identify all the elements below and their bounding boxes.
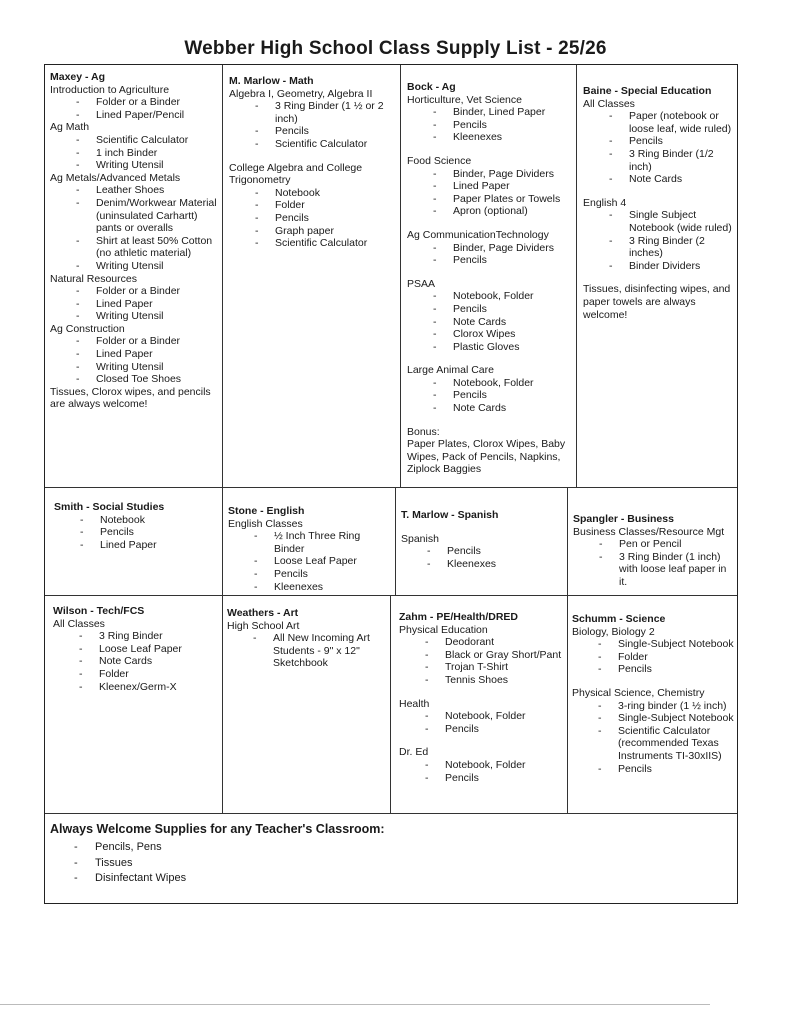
list-item: - Lined Paper [50, 298, 218, 311]
class-label: Health [399, 697, 430, 710]
list-item: - Kleenexes [407, 131, 571, 144]
list-item: - Pencils [407, 119, 571, 132]
class-label: Biology, Biology 2 [572, 625, 655, 638]
teacher-name: Baine - Special Education [583, 85, 712, 97]
teacher-name: Spangler - Business [573, 513, 674, 525]
list-item: - Pencils [399, 723, 563, 736]
class-label: Horticulture, Vet Science [407, 93, 522, 106]
class-label: High School Art [227, 619, 300, 632]
list-item: - Paper Plates or Towels [407, 193, 571, 206]
list-item: - Apron (optional) [407, 205, 571, 218]
list-item: - Lined Paper [50, 348, 218, 361]
class-label: Ag Construction [50, 322, 125, 335]
teacher-name: M. Marlow - Math [229, 75, 314, 87]
list-item: - Writing Utensil [50, 361, 218, 374]
page-edge-divider [0, 1004, 710, 1005]
list-item: - Folder or a Binder [50, 285, 218, 298]
list-item: - Scientific Calculator [229, 237, 395, 250]
list-item: - Pencils [572, 663, 736, 676]
class-label: Food Science [407, 154, 472, 167]
teacher-name: T. Marlow - Spanish [401, 509, 499, 521]
list-item: - Plastic Gloves [407, 341, 571, 354]
teacher-name: Wilson - Tech/FCS [53, 605, 145, 617]
list-item: - Note Cards [53, 655, 219, 668]
class-label: Ag CommunicationTechnology [407, 228, 549, 241]
list-item: - Single-Subject Notebook [572, 638, 736, 651]
cell-stone-english [228, 505, 392, 593]
list-item: - Pencils [229, 125, 395, 138]
cell-t-marlow-spanish [401, 509, 563, 570]
list-item: - Scientific Calculator [50, 134, 218, 147]
list-item: - Notebook, Folder [399, 710, 563, 723]
list-item: - Scientific Calculator (recommended Texas Instruments TI-30xIIS) [572, 725, 736, 763]
class-label: All Classes [53, 617, 105, 630]
list-item: - Loose Leaf Paper [53, 643, 219, 656]
list-item: - Folder or a Binder [50, 96, 218, 109]
list-item: - Notebook, Folder [399, 759, 563, 772]
teacher-name: Zahm - PE/Health/DRED [399, 611, 519, 623]
teacher-name: Bock - Ag [407, 81, 456, 93]
list-item: - Kleenexes [401, 558, 563, 571]
list-item: - Binder, Page Dividers [407, 168, 571, 181]
list-item: - Clorox Wipes [407, 328, 571, 341]
class-label: PSAA [407, 277, 436, 290]
list-item: - Closed Toe Shoes [50, 373, 218, 386]
list-item: - 3 Ring Binder (1/2 inch) [583, 148, 735, 173]
supply-table [44, 64, 738, 904]
cell-smith-social-studies [54, 501, 218, 551]
list-item: - ½ Inch Three Ring Binder [228, 530, 392, 555]
teacher-name: Smith - Social Studies [54, 501, 165, 513]
list-item: - 3-ring binder (1 ½ inch) [572, 700, 736, 713]
teacher-name: Schumm - Science [572, 613, 666, 625]
class-label: All Classes [583, 97, 635, 110]
list-item: - Pencils [583, 135, 735, 148]
list-item: - Pencils [572, 763, 736, 776]
list-item: - Disinfectant Wipes [50, 871, 730, 887]
list-item: - Lined Paper [54, 539, 218, 552]
list-item: - Pencils, Pens [50, 840, 730, 856]
list-item: - Writing Utensil [50, 310, 218, 323]
list-item: - All New Incoming Art Students - 9" x 12" Sketchbook [227, 632, 387, 670]
list-item: - Folder [572, 651, 736, 664]
list-item: - Pencils [228, 568, 392, 581]
list-item: - Notebook [54, 514, 218, 527]
list-item: - Notebook [229, 187, 395, 200]
list-item: - Pencils [407, 389, 571, 402]
list-item: - Paper (notebook or loose leaf, wide ruled) [583, 110, 735, 135]
class-label: Ag Math [50, 121, 90, 134]
class-label: English Classes [228, 517, 303, 530]
class-label: English 4 [583, 196, 627, 209]
list-item: - Writing Utensil [50, 260, 218, 273]
welcome-heading: Always Welcome Supplies for any Teacher's Classroom: [50, 822, 385, 836]
list-item: - Lined Paper [407, 180, 571, 193]
list-item: - Deodorant [399, 636, 563, 649]
bonus-text: Paper Plates, Clorox Wipes, Baby Wipes, Pack of Pencils, Napkins, Ziplock Baggies [407, 438, 566, 476]
list-item: - Note Cards [407, 316, 571, 329]
page-title: Webber High School Class Supply List - 25/26 [184, 38, 607, 59]
list-item: - Pencils [401, 545, 563, 558]
class-label: College Algebra and College Trigonometry [229, 161, 363, 187]
list-item: - Kleenex/Germ-X [53, 681, 219, 694]
class-label: Business Classes/Resource Mgt [573, 525, 725, 538]
list-item: - Single-Subject Notebook [572, 712, 736, 725]
list-item: - Graph paper [229, 225, 395, 238]
class-label: Ag Metals/Advanced Metals [50, 171, 181, 184]
list-item: - Scientific Calculator [229, 138, 395, 151]
list-item: - 3 Ring Binder (1 inch) with loose leaf paper in it. [573, 551, 735, 589]
list-item: - Kleenexes [228, 581, 392, 594]
class-label: Algebra I, Geometry, Algebra II [229, 87, 373, 100]
list-item: - Note Cards [407, 402, 571, 415]
list-item: - Trojan T-Shirt [399, 661, 563, 674]
cell-m-marlow-math [229, 75, 395, 250]
class-label: Spanish [401, 532, 439, 545]
list-item: - Single Subject Notebook (wide ruled) [583, 209, 735, 234]
class-label: Physical Science, Chemistry [572, 686, 705, 699]
list-item: - Pencils [229, 212, 395, 225]
list-item: - Shirt at least 50% Cotton (no athletic material) [50, 235, 218, 260]
list-item: - Lined Paper/Pencil [50, 109, 218, 122]
class-label: Natural Resources [50, 272, 137, 285]
list-item: - Writing Utensil [50, 159, 218, 172]
cell-note: Tissues, disinfecting wipes, and paper towels are always welcome! [583, 283, 731, 321]
cell-spangler-business [573, 513, 735, 589]
list-item: - Notebook, Folder [407, 290, 571, 303]
cell-schumm-science [572, 613, 736, 775]
list-item: - Binder, Lined Paper [407, 106, 571, 119]
cell-weathers-art [227, 607, 387, 670]
list-item: - Folder [229, 199, 395, 212]
class-label: Physical Education [399, 623, 488, 636]
list-item: - Note Cards [583, 173, 735, 186]
list-item: - Pencils [407, 303, 571, 316]
list-item: - Pencils [399, 772, 563, 785]
list-item: - 3 Ring Binder (1 ½ or 2 inch) [229, 100, 395, 125]
cell-bock-ag [407, 81, 571, 476]
list-item: - 1 inch Binder [50, 147, 218, 160]
teacher-name: Stone - English [228, 505, 305, 517]
list-item: - Pencils [54, 526, 218, 539]
list-item: - Pen or Pencil [573, 538, 735, 551]
list-item: - Folder [53, 668, 219, 681]
cell-zahm-pe-health [399, 611, 563, 784]
list-item: - Pencils [407, 254, 571, 267]
teacher-name: Weathers - Art [227, 607, 299, 619]
list-item: - Binder, Page Dividers [407, 242, 571, 255]
cell-note: Tissues, Clorox wipes, and pencils are always welcome! [50, 385, 211, 411]
always-welcome-section [50, 822, 730, 887]
cell-maxey-ag [50, 71, 218, 411]
cell-wilson-tech-fcs [53, 605, 219, 693]
class-label: Large Animal Care [407, 364, 494, 377]
class-label: Introduction to Agriculture [50, 83, 170, 96]
cell-baine-sped [583, 85, 735, 321]
list-item: - 3 Ring Binder [53, 630, 219, 643]
list-item: - Loose Leaf Paper [228, 555, 392, 568]
list-item: - Tissues [50, 856, 730, 872]
bonus-label: Bonus: [407, 425, 440, 438]
list-item: - Binder Dividers [583, 260, 735, 273]
teacher-name: Maxey - Ag [50, 71, 106, 83]
list-item: - Denim/Workwear Material (uninsulated Carhartt) pants or overalls [50, 197, 218, 235]
list-item: - Leather Shoes [50, 184, 218, 197]
list-item: - Black or Gray Short/Pant [399, 649, 563, 662]
list-item: - Notebook, Folder [407, 377, 571, 390]
list-item: - 3 Ring Binder (2 inches) [583, 235, 735, 260]
list-item: - Folder or a Binder [50, 335, 218, 348]
list-item: - Tennis Shoes [399, 674, 563, 687]
class-label: Dr. Ed [399, 746, 429, 759]
